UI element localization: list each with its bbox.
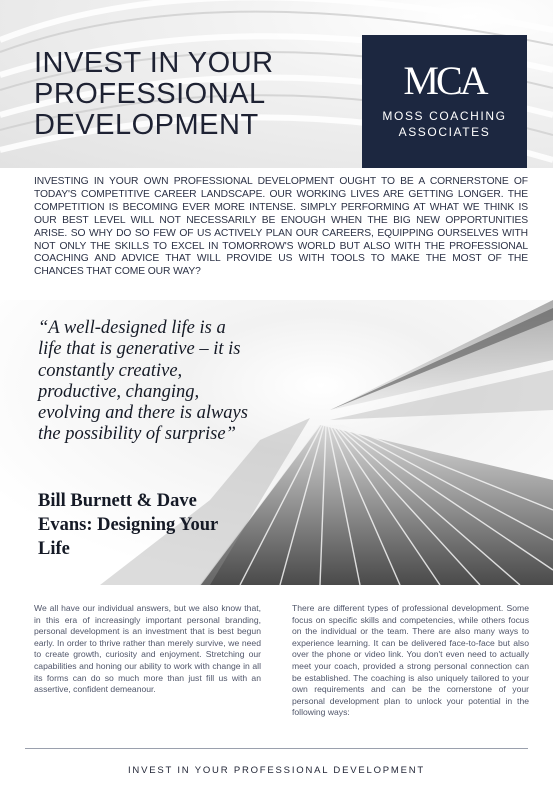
page-title [34, 48, 274, 141]
quote-attribution: Bill Burnett & Dave Evans: Designing Your Life [38, 491, 218, 559]
logo-name-line: ASSOCIATES [398, 125, 491, 139]
logo-monogram: MCA [403, 58, 486, 103]
company-logo [362, 35, 527, 168]
title-line: PROFESSIONAL [34, 78, 266, 110]
intro-paragraph: INVESTING IN YOUR OWN PROFESSIONAL DEVELOPMENT OUGHT TO BE A CORNERSTONE OF TODAY'S COMPETITIVE CAREER LANDSCAPE. OUR WORKING LIVES ARE GETTING LONGER. THE COMPETITION IS BECOMING EVER MORE INTENSE. SIMPLY PERFORMING AT WHAT WE THINK IS OUR BEST LEVEL WILL NOT NECESSARILY BE ENOUGH WHEN THE BIG NEW OPPORTUNITIES ARISE. SO WHY DO SO FEW OF US ACTIVELY PLAN OUR CAREERS, EQUIPPING OURSELVES WITH NOT ONLY THE SKILLS TO EXCEL IN TOMORROW'S WORLD BUT ALSO WITH THE PROFESSIONAL COACHING AND ADVICE THAT WILL PROVIDE US WITH TOOLS TO MAKE THE MOST OF THE CHANCES THAT COME OUR WAY? [34, 176, 528, 278]
logo-company-name [362, 108, 527, 140]
header-banner [0, 0, 553, 168]
footer-title: INVEST IN YOUR PROFESSIONAL DEVELOPMENT [127, 765, 426, 776]
logo-name-line: MOSS COACHING [382, 109, 507, 123]
pull-quote: “A well-designed life is a life that is generative – it is constantly creative, productive, changing, evolving and there is always the possibility of surprise” [38, 318, 248, 445]
footer-divider [25, 748, 528, 749]
body-column-right: There are different types of professional development. Some focus on specific skills and competencies, while others focus on the individual or the team. There are also many ways to experience learning. It can be delivered face-to-face but also over the phone or video link. You don't even need to actually meet your coach, provided a strong personal connection can be established. The coaching is also uniquely tailored to your own requirements and can be the cornerstone of your personal development plan to unlock your potential in the following ways: [292, 603, 529, 718]
title-line: INVEST IN YOUR [34, 47, 274, 79]
body-column-left: We all have our individual answers, but we also know that, in this era of increasingly important personal branding, personal development is an investment that is best begun early. In order to thrive rather than merely survive, we need to create growth, curiosity and enjoyment. Stretching our capabilities and honing our ability to work with change in all its forms can do so much more than just fill us with an assertive, confident demeanour. [34, 603, 261, 695]
title-line: DEVELOPMENT [34, 109, 259, 141]
